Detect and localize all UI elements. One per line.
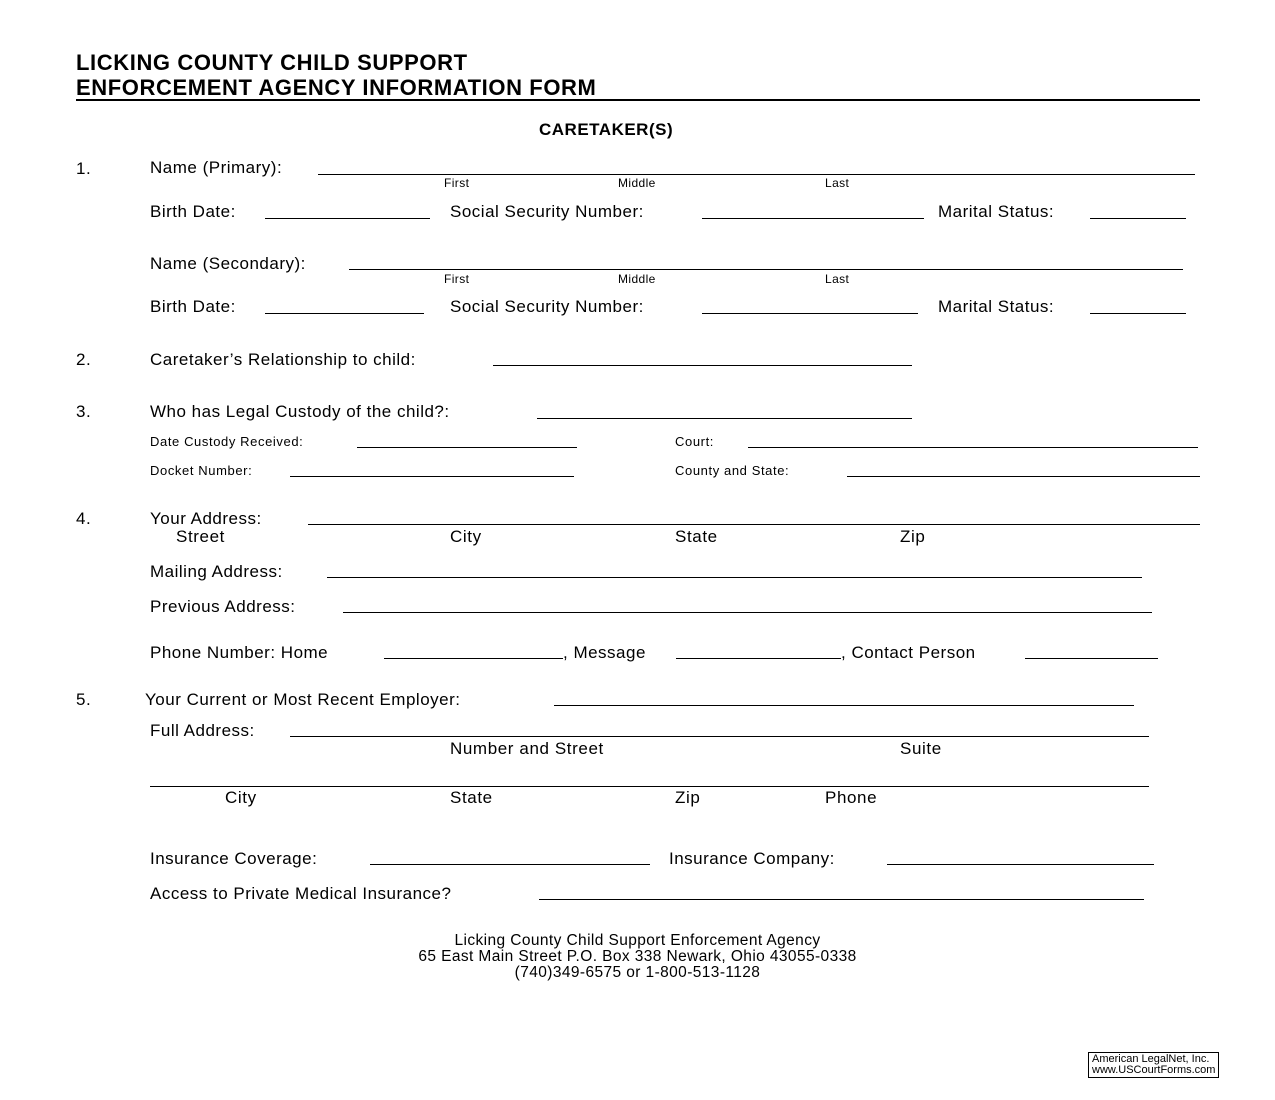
docket-field[interactable]: [290, 476, 574, 477]
ssn-label: Social Security Number:: [450, 202, 644, 221]
your-address-field[interactable]: [308, 524, 1200, 525]
phone-home-label: Phone Number: Home: [150, 643, 329, 662]
marital-status-field[interactable]: [1090, 218, 1186, 219]
state-caption: State: [450, 788, 493, 807]
section-title: CARETAKER(S): [539, 120, 674, 139]
zip-caption: Zip: [900, 527, 926, 546]
ssn-field[interactable]: [702, 218, 924, 219]
middle-caption: Middle: [618, 176, 656, 190]
section-5-number: 5.: [76, 690, 92, 709]
employer-field[interactable]: [554, 705, 1134, 706]
county-state-label: County and State:: [675, 463, 790, 478]
marital-status-secondary-field[interactable]: [1090, 313, 1186, 314]
previous-address-field[interactable]: [343, 612, 1152, 613]
court-label: Court:: [675, 434, 715, 449]
first-caption: First: [444, 272, 470, 286]
name-primary-label: Name (Primary):: [150, 158, 283, 177]
legalnet-stamp: [1088, 1052, 1219, 1078]
suite-caption: Suite: [900, 739, 942, 758]
relationship-label: Caretaker’s Relationship to child:: [150, 350, 416, 369]
insurance-company-field[interactable]: [887, 864, 1154, 865]
date-custody-field[interactable]: [357, 447, 577, 448]
insurance-coverage-field[interactable]: [370, 864, 650, 865]
first-caption: First: [444, 176, 470, 190]
footer-phone: (740)349-6575 or 1-800-513-1128: [514, 964, 761, 981]
section-3-number: 3.: [76, 402, 92, 421]
section-2-number: 2.: [76, 350, 92, 369]
section-4-number: 4.: [76, 509, 92, 528]
last-caption: Last: [825, 176, 850, 190]
phone-home-field[interactable]: [384, 658, 563, 659]
number-street-caption: Number and Street: [450, 739, 604, 758]
state-caption: State: [675, 527, 718, 546]
last-caption: Last: [825, 272, 850, 286]
employer-label: Your Current or Most Recent Employer:: [145, 690, 461, 709]
marital-status-label: Marital Status:: [938, 202, 1055, 221]
insurance-company-label: Insurance Company:: [669, 849, 835, 868]
name-secondary-field[interactable]: [349, 269, 1183, 270]
marital-status-label: Marital Status:: [938, 297, 1055, 316]
birth-date-field[interactable]: [265, 218, 430, 219]
ssn-label: Social Security Number:: [450, 297, 644, 316]
name-primary-field[interactable]: [318, 174, 1195, 175]
legal-custody-label: Who has Legal Custody of the child?:: [150, 402, 450, 421]
contact-person-label: , Contact Person: [841, 643, 976, 662]
stamp-line2: www.USCourtForms.com: [1092, 1064, 1216, 1076]
birth-date-secondary-field[interactable]: [265, 313, 424, 314]
stamp-line1: American LegalNet, Inc.: [1092, 1053, 1210, 1065]
court-field[interactable]: [748, 447, 1198, 448]
middle-caption: Middle: [618, 272, 656, 286]
contact-person-field[interactable]: [1025, 658, 1158, 659]
relationship-field[interactable]: [493, 365, 912, 366]
title-rule: [76, 99, 1200, 101]
birth-date-label: Birth Date:: [150, 202, 236, 221]
city-caption: City: [225, 788, 257, 807]
section-1-number: 1.: [76, 159, 92, 178]
city-caption: City: [450, 527, 482, 546]
your-address-label: Your Address:: [150, 509, 262, 528]
employer-city-line-field[interactable]: [150, 786, 1149, 787]
zip-caption: Zip: [675, 788, 701, 807]
birth-date-label: Birth Date:: [150, 297, 236, 316]
form-title-line1: LICKING COUNTY CHILD SUPPORT: [76, 50, 468, 75]
full-address-field[interactable]: [290, 736, 1149, 737]
message-field[interactable]: [676, 658, 841, 659]
phone-caption: Phone: [825, 788, 878, 807]
date-custody-label: Date Custody Received:: [150, 434, 304, 449]
street-caption: Street: [176, 527, 225, 546]
mailing-address-field[interactable]: [327, 577, 1142, 578]
legal-custody-field[interactable]: [537, 418, 912, 419]
footer-agency: Licking County Child Support Enforcement Agency: [454, 932, 821, 949]
full-address-label: Full Address:: [150, 721, 255, 740]
previous-address-label: Previous Address:: [150, 597, 296, 616]
footer-address: 65 East Main Street P.O. Box 338 Newark, Ohio 43055-0338: [418, 948, 857, 965]
county-state-field[interactable]: [847, 476, 1200, 477]
form-title-line2: ENFORCEMENT AGENCY INFORMATION FORM: [76, 75, 597, 100]
private-medical-field[interactable]: [539, 899, 1144, 900]
docket-label: Docket Number:: [150, 463, 253, 478]
insurance-coverage-label: Insurance Coverage:: [150, 849, 318, 868]
name-secondary-label: Name (Secondary):: [150, 254, 306, 273]
ssn-secondary-field[interactable]: [702, 313, 918, 314]
mailing-address-label: Mailing Address:: [150, 562, 283, 581]
private-medical-label: Access to Private Medical Insurance?: [150, 884, 452, 903]
message-label: , Message: [563, 643, 646, 662]
